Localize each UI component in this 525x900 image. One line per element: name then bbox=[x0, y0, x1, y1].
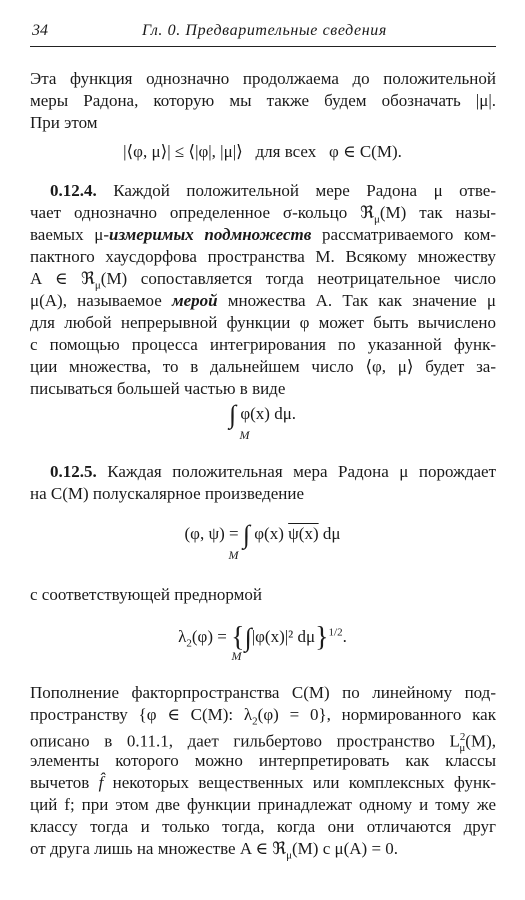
integral-limit: M bbox=[228, 548, 239, 562]
text-line: пространству {φ ∈ C(M): $\lambda_2(\varphi) = 0$}, нормированного как bbox=[30, 705, 496, 728]
text-line: элементы которого можно интерпретировать как классы bbox=[30, 751, 496, 770]
formula-inequality: |⟨φ, μ⟩| ≤ ⟨|φ|, |μ|⟩ для всех φ ∈ C(M). bbox=[123, 142, 402, 161]
text-line: с помощью процесса интегрирования по указанной функ- bbox=[30, 335, 496, 354]
text-line: с соответствующей преднормой bbox=[30, 585, 263, 604]
text-line: от друга лишь на множестве A ∈ ℜ$_\mu$(M) с μ(A) = 0. bbox=[30, 839, 399, 862]
text-line: 0.12.5. Каждая положительная мера Радона μ порождает bbox=[50, 462, 496, 481]
text-line: классу тогда и только тогда, когда они отличаются друг bbox=[30, 817, 496, 836]
text-line: μ(A), называемое мерой множества A. Так как значение μ bbox=[30, 291, 496, 310]
defined-term: измеримых подмножеств bbox=[109, 225, 312, 244]
formula-prenorm: $\lambda_2(\varphi) = \{\int|\varphi(x)|^2$ dμ}$^{1/2}$. bbox=[178, 622, 347, 653]
text-line: меры Радона, которую мы также будем обозначать |μ|. bbox=[30, 91, 496, 110]
running-header bbox=[30, 22, 496, 47]
formula-semi-scalar-product: (φ, ψ) = ∫ φ(x) ψ(x) dμ bbox=[184, 520, 341, 549]
defined-term: мерой bbox=[171, 291, 218, 310]
integral-sign: ∫ bbox=[244, 623, 252, 652]
integral-limit: M bbox=[239, 428, 250, 442]
text-line: A ∈ ℜ$_\mu$(M) сопоставляется тогда неотрицательное число bbox=[30, 269, 496, 292]
text-line: описано в 0.11.1, дает гильбертово пространство $L^2_\mu(M)$, bbox=[30, 731, 496, 755]
text-line: писываться большей частью в виде bbox=[30, 379, 286, 398]
page-number: 34 bbox=[32, 22, 48, 39]
integral-sign: ∫ bbox=[242, 520, 250, 549]
section-number: 0.12.5. bbox=[50, 462, 97, 481]
text-line: 0.12.4. Каждой положительной мере Радона μ отве- bbox=[50, 181, 496, 200]
section-number: 0.12.4. bbox=[50, 181, 97, 200]
integral-limit: M bbox=[231, 649, 242, 663]
text-line: для любой непрерывной функции φ может быть вычислено bbox=[30, 313, 496, 332]
running-title: Гл. 0. Предварительные сведения bbox=[142, 22, 387, 39]
text-line: ций f; при этом две функции принадлежат одному и тому же bbox=[30, 795, 496, 814]
text-line: Пополнение факторпространства C(M) по линейному под- bbox=[30, 683, 496, 702]
text-line: При этом bbox=[30, 113, 98, 132]
text-line: чает однозначно определенное σ-кольцо ℜ$_\mu$(M) так назы- bbox=[30, 203, 496, 226]
text-line: вычетов f̂ некоторых вещественных или комплексных функ- bbox=[30, 773, 496, 792]
text-line: Эта функция однозначно продолжаема до положительной bbox=[30, 69, 496, 88]
formula-integral: ∫ φ(x) dμ. bbox=[228, 400, 297, 429]
text-line: ции множества, то в дальнейшем число ⟨φ, μ⟩ будет за- bbox=[30, 357, 496, 376]
text-line: ваемых μ-измеримых подмножеств рассматриваемого ком- bbox=[30, 225, 496, 244]
integral-sign: ∫ bbox=[228, 400, 237, 429]
text-line: на C(M) полускалярное произведение bbox=[30, 484, 305, 503]
text-line: пактного хаусдорфова пространства M. Всякому множеству bbox=[30, 247, 496, 266]
